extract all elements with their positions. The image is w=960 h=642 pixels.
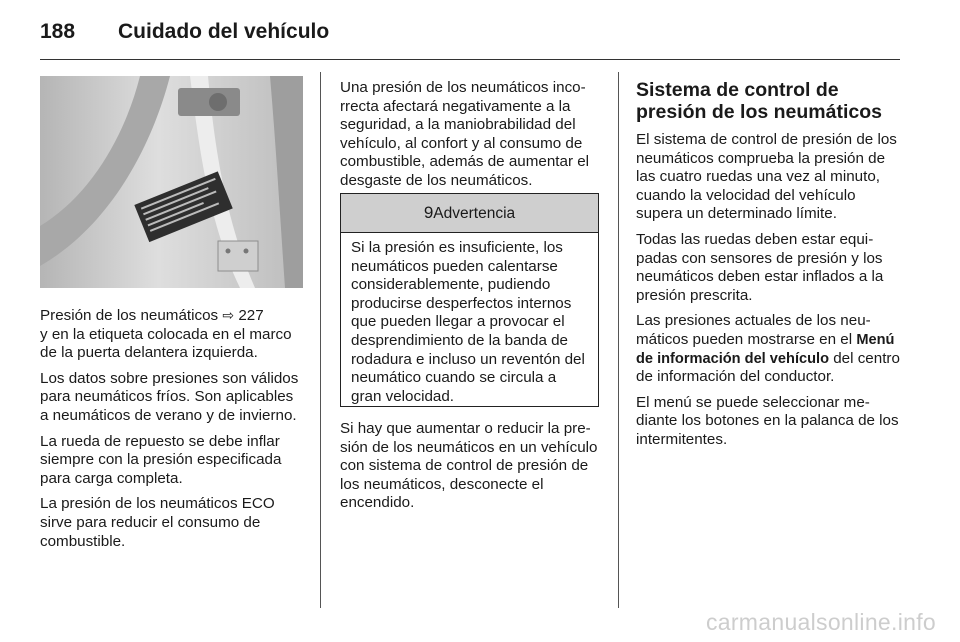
door-frame-illustration [40, 76, 303, 288]
menu-term: Menú de información del vehículo [636, 331, 895, 367]
warning-triangle-icon: 9 [423, 203, 434, 222]
column-left [40, 306, 305, 558]
page-title: Cuidado del vehículo [118, 20, 330, 43]
paragraph: Los datos sobre presiones son válidos para neumáticos fríos. Son aplicables a neumáticos de verano y de invierno. [40, 369, 299, 424]
watermark: carmanualsonline.info [705, 609, 936, 635]
section-heading: Sistema de control de presión de los neumáticos [636, 79, 882, 123]
paragraph: Las presiones actuales de los neumáticos pueden mostrarse en el Menú de información del vehículo del centro de información del conductor. [636, 312, 900, 386]
paragraph: Una presión de los neumáticos incorrecta afectará negativamente a la seguridad, a la maniobrabilidad del vehículo, al confort y al consumo de combustible, además de aumentar el desgaste de los neumáticos. [340, 79, 590, 189]
paragraph: Todas las ruedas deben estar equipadas con sensores de presión y los neumáticos deben estar inflados a la presión prescrita. [636, 230, 884, 304]
paragraph: El menú se puede seleccionar mediante los botones en la palanca de los intermitentes. [636, 393, 899, 448]
column-divider-2 [618, 72, 619, 608]
warning-header [341, 194, 598, 233]
page-header [40, 14, 900, 50]
column-middle [340, 79, 604, 198]
paragraph: La presión de los neumáticos ECO sirve para reducir el consumo de combustible. [40, 495, 275, 550]
column-middle-after [340, 420, 604, 513]
warning-text: Si la presión es insuficiente, los neumáticos pueden calentarse considerablemente, pudiendo producirse desperfectos internos que pueden llegar a provocar el desprendimiento de la banda de rodadura e incluso un reventón del neumático cuando se circula a gran velocidad. [351, 239, 585, 405]
door-frame-label-photo [40, 76, 303, 288]
page-reference[interactable]: 227 [238, 307, 264, 324]
reference-arrow-icon: ⇨ [222, 307, 235, 323]
column-divider-1 [320, 72, 321, 608]
page-number: 188 [40, 20, 76, 43]
paragraph: La rueda de repuesto se debe inflar siempre con la presión especificada para carga completa. [40, 432, 282, 487]
warning-box [340, 193, 599, 407]
paragraph: El sistema de control de presión de los neumáticos comprueba la presión de las cuatro ruedas una vez al minuto, cuando la velocidad del vehículo supera un determinado límite. [636, 131, 897, 223]
header-rule [40, 59, 900, 60]
tyre-pressure-reference: Presión de los neumáticos ⇨ 227 y en la etiqueta colocada en el marco de la puerta delantera izquierda. [40, 307, 292, 362]
paragraph: Si hay que aumentar o reducir la presión de los neumáticos en un vehículo con sistema de control de presión de los neumáticos, desconecte el encendido. [340, 420, 598, 512]
warning-title: Advertencia [433, 205, 516, 222]
column-right [636, 79, 906, 457]
